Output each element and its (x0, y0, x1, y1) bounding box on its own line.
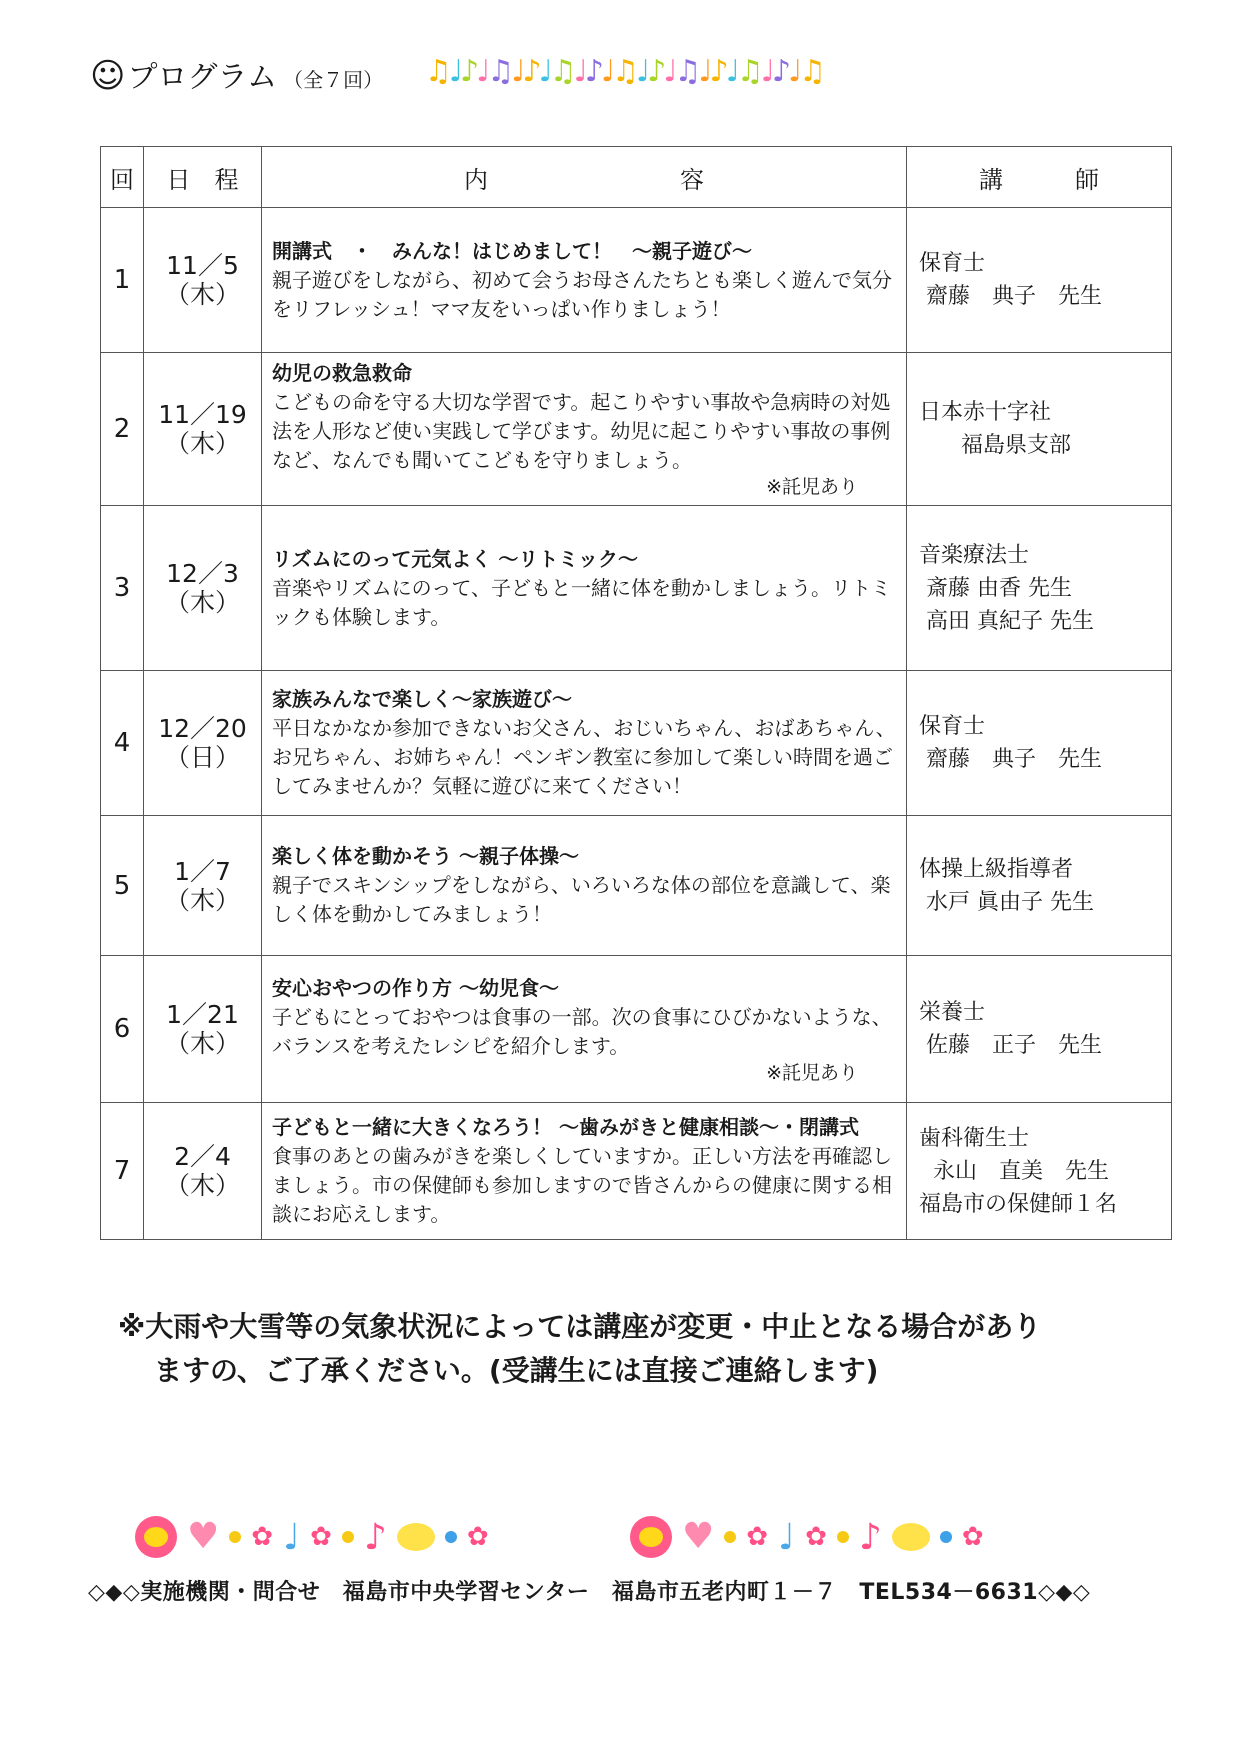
small-flower-icon: ✿ (466, 1522, 489, 1552)
session-date: 2／4 (174, 1142, 231, 1171)
header-no: 回 (101, 147, 144, 208)
session-date-cell (144, 208, 262, 353)
session-instructor: 歯科衛生士 永山 直美 先生 福島市の保健師１名 (907, 1103, 1172, 1240)
session-weekday: （木） (164, 429, 240, 458)
session-number: 5 (101, 816, 144, 956)
session-instructor: 栄養士 佐藤 正子 先生 (907, 956, 1172, 1103)
session-content (262, 353, 907, 506)
table-row (101, 956, 1172, 1103)
music-note-icon: ♩ (283, 1516, 301, 1558)
session-number: 2 (101, 353, 144, 506)
session-content (262, 816, 907, 956)
session-date: 1／7 (174, 856, 231, 886)
table-row (101, 671, 1172, 816)
table-row (101, 816, 1172, 956)
session-description: 親子でスキンシップをしながら、いろいろな体の部位を意識して、楽しく体を動かしてみましょう！ (272, 873, 891, 926)
session-title: リズムにのって元気よく ～リトミック～ (272, 546, 638, 571)
notice-line-2: ますの、ご了承ください。(受講生には直接ご連絡します) (154, 1354, 879, 1387)
session-instructor: 保育士 齋藤 典子 先生 (907, 671, 1172, 816)
session-number: 6 (101, 956, 144, 1103)
session-date-cell (144, 956, 262, 1103)
header-instructor: 講 師 (907, 147, 1172, 208)
session-weekday: （木） (164, 280, 240, 309)
session-instructor: 日本赤十字社 福島県支部 (907, 353, 1172, 506)
session-number: 7 (101, 1103, 144, 1240)
session-instructor: 保育士 齋藤 典子 先生 (907, 208, 1172, 353)
music-note-icon: ♪ (363, 1516, 387, 1558)
program-title (90, 52, 383, 96)
session-weekday: （木） (164, 1029, 240, 1058)
session-date: 12／20 (158, 714, 247, 743)
session-date-cell (144, 506, 262, 671)
dot-icon (940, 1531, 952, 1543)
flower-face-icon (630, 1516, 672, 1558)
music-notes-decoration: ♫♩♪♩♫♩♪♩♫♩♪♩♫♩♪♩♫♩♪♩♫♩♪♩♫ (425, 54, 824, 89)
session-description: 子どもにとっておやつは食事の一部。次の食事にひびかないような、バランスを考えたレシピを紹介します。 (272, 1004, 892, 1058)
dot-icon (445, 1531, 457, 1543)
session-content (262, 956, 907, 1103)
session-content (262, 506, 907, 671)
session-weekday: （木） (164, 1171, 240, 1200)
session-title: 幼児の救急救命 (272, 361, 412, 385)
session-title: 子どもと一緒に大きくなろう！ ～歯みがきと健康相談～・閉講式 (272, 1115, 859, 1139)
session-content (262, 208, 907, 353)
decoration-border-left (135, 1507, 489, 1567)
title-main: プログラム (127, 60, 278, 95)
session-description: 親子遊びをしながら、初めて会うお母さんたちとも楽しく遊んで気分をリフレッシュ！ママ友をいっぱい作りましょう！ (272, 267, 892, 321)
session-description: 食事のあとの歯みがきを楽しくしていますか。正しい方法を再確認しましょう。市の保健師も参加しますので皆さんからの健康に関する相談にお応えします。 (272, 1144, 892, 1226)
small-flower-icon: ✿ (961, 1522, 984, 1552)
decoration-border-right (630, 1507, 984, 1567)
session-title: 安心おやつの作り方 ～幼児食～ (272, 975, 559, 1000)
session-number: 4 (101, 671, 144, 816)
session-date-cell (144, 816, 262, 956)
session-description: 平日なかなか参加できないお父さん、おじいちゃん、おばあちゃん、お兄ちゃん、お姉ちゃん！ペンギン教室に参加して楽しい時間を過ごしてみませんか？気軽に遊びに来てください！ (272, 716, 896, 798)
weather-notice (118, 1305, 1198, 1393)
session-weekday: （日） (164, 743, 240, 772)
small-flower-icon: ✿ (251, 1522, 274, 1552)
session-title: 開講式 ・ みんな！はじめまして！ ～親子遊び～ (272, 238, 752, 263)
session-date: 12／3 (166, 559, 239, 588)
heart-icon: ♥ (682, 1516, 715, 1557)
session-instructor: 音楽療法士 斎藤 由香 先生 高田 真紀子 先生 (907, 506, 1172, 671)
header-date: 日 程 (144, 147, 262, 208)
small-flower-icon: ✿ (805, 1522, 827, 1552)
header-content: 内 容 (262, 147, 907, 208)
session-title: 家族みんなで楽しく～家族遊び～ (272, 687, 572, 711)
childcare-note: ※託児あり (766, 1061, 858, 1084)
dot-icon (229, 1531, 241, 1543)
session-content (262, 671, 907, 816)
notice-line-1: ※大雨や大雪等の気象状況によっては講座が変更・中止となる場合があり (118, 1310, 1042, 1343)
smiley-icon: ☺ (90, 56, 126, 96)
dot-icon (837, 1531, 849, 1543)
table-row (101, 208, 1172, 353)
session-date: 11／19 (158, 400, 247, 429)
session-date: 1／21 (166, 1000, 239, 1029)
session-number: 3 (101, 506, 144, 671)
music-note-icon: ♪ (858, 1516, 882, 1558)
flower-face-icon (135, 1516, 177, 1558)
dot-icon (724, 1531, 736, 1543)
session-date-cell (144, 1103, 262, 1240)
schedule-table (100, 146, 1172, 1240)
dot-icon (342, 1531, 354, 1543)
heart-icon: ♥ (187, 1516, 220, 1557)
session-instructor: 体操上級指導者 水戸 眞由子 先生 (907, 816, 1172, 956)
small-flower-icon: ✿ (746, 1522, 769, 1552)
table-row (101, 506, 1172, 671)
session-description: こどもの命を守る大切な学習です。起こりやすい事故や急病時の対処法を人形など使い実践して学びます。幼児に起こりやすい事故の事例など、なんでも聞いてこどもを守りましょう。 (272, 390, 891, 472)
session-date-cell (144, 671, 262, 816)
session-description: 音楽やリズムにのって、子どもと一緒に体を動かしましょう。リトミックも体験します。 (272, 575, 891, 629)
sun-face-icon (892, 1523, 930, 1551)
table-row (101, 353, 1172, 506)
session-weekday: （木） (164, 588, 240, 617)
sun-face-icon (397, 1523, 435, 1551)
session-date-cell (144, 353, 262, 506)
session-title: 楽しく体を動かそう ～親子体操～ (272, 844, 579, 868)
footer-contact: ◇◆◇実施機関・問合せ 福島市中央学習センター 福島市五老内町１－７ TEL534－6631◇◆◇ (88, 1580, 1091, 1605)
title-count: （全７回） (283, 68, 384, 92)
table-header-row (101, 147, 1172, 208)
session-weekday: （木） (164, 885, 240, 915)
small-flower-icon: ✿ (310, 1522, 332, 1552)
childcare-note: ※託児あり (766, 476, 858, 498)
table-row (101, 1103, 1172, 1240)
music-note-icon: ♩ (778, 1516, 796, 1558)
session-content (262, 1103, 907, 1240)
session-date: 11／5 (166, 251, 239, 280)
session-number: 1 (101, 208, 144, 353)
